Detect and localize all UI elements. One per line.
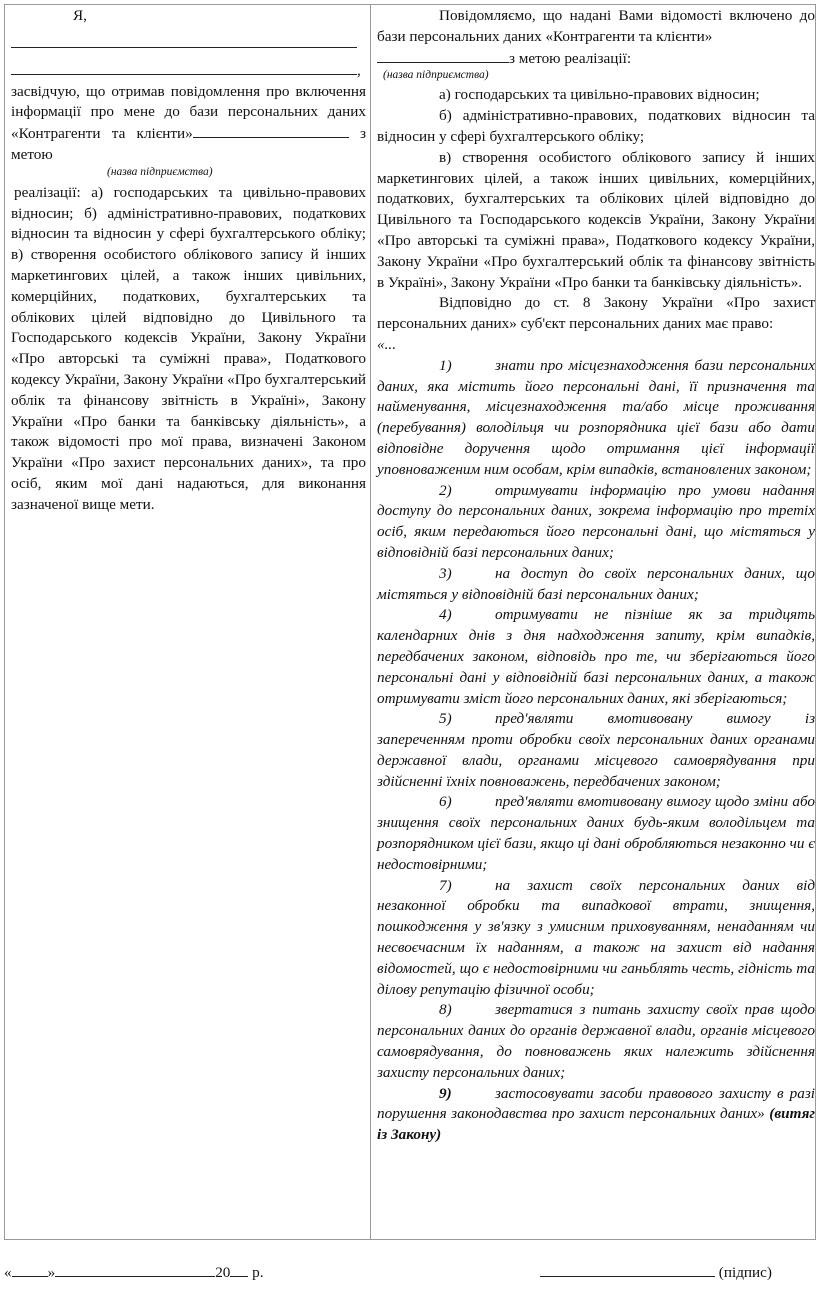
notice-column [377, 6, 815, 1146]
consent-text-rest: реалізації: а) господарських та цивільно-правових відносин; б) адміністративно-правових, податкових відносин та відносин у сфері бухгалтерського обліку; в) створення особистого облікового запису й інших маркетингових цілей, а також інших цивільних, комерційних, податкових, бухгалтерських та облікових цілей відповідно до Цивільного та Господарського кодексів України, Закону України «Про авторські та суміжні права», Податкового кодексу України, Закону України «Про бухгалтерський облік та фінансову звітність в Україні», Закону України «Про банки та банківську діяльність», а також відомості про мої права, визначені Законом України «Про захист персональних даних», та про осіб, яким мої дані надаються, для виконання зазначеної вище мети. [11, 183, 366, 513]
comma: , [357, 61, 361, 79]
purpose-word: з метою [11, 125, 366, 163]
purpose-a: а) господарських та цивільно-правових відносин; [439, 86, 760, 104]
name-blank-line[interactable] [11, 27, 357, 48]
name-blank-line-2[interactable] [11, 54, 357, 75]
law-extract-note: (витяг із Закону) [377, 1105, 815, 1144]
month-blank[interactable] [55, 1262, 215, 1277]
right-item: 1) знати про місцезнаходження бази персональних даних, яка містить його персональні дані, її призначення та найменування, місцезнаходження та/або місце проживання (перебування) володільця чи розпорядника цієї бази або дати відповідне доручення щодо отримання цієї інформації уповноваженим ним особам, крім випадків, встановлених законом; [377, 356, 815, 478]
consent-intro: засвідчую, що отримав повідомлення про включення інформації про мене до бази персональних даних «Контрагенти та клієнти» [11, 82, 366, 143]
day-blank[interactable] [12, 1262, 48, 1277]
signature-label: (підпис) [718, 1264, 772, 1281]
notice-intro-end: з метою реалізації: [509, 49, 632, 67]
company-name-note-right: (назва підприємства) [383, 69, 489, 82]
signature-blank[interactable] [540, 1262, 715, 1277]
notice-intro-line2 [377, 48, 815, 70]
right-item: 3) на доступ до своїх персональних даних, що містяться у відповідній базі персональних даних; [377, 564, 815, 603]
company-name-blank[interactable] [193, 123, 349, 138]
consent-column [11, 6, 366, 516]
right-item: 4) отримувати не пізніше як за тридцять календарних днів з дня надходження запиту, крім випадків, передбачених законом, відповідь про те, чи зберігаються його персональні дані у відповідній базі персональних даних, а також отримувати зміст його персональних даних, які зберігаються; [377, 606, 815, 707]
quote-open: «... [377, 335, 396, 353]
signature-footer [4, 1262, 816, 1284]
rights-intro: Відповідно до ст. 8 Закону України «Про захист персональних даних» суб'єкт персональних даних має право: [377, 294, 815, 333]
consent-text-start [11, 82, 366, 166]
right-item: 6) пред'являти вмотивовану вимогу щодо зміни або знищення своїх персональних даних будь-яким володільцем та розпорядником цієї бази, якщо ці дані обробляються незаконно чи є недостовірними; [377, 793, 815, 873]
right-item-9: 9) застосовувати засоби правового захисту в разі порушення законодавства про захист персональних даних» (витяг із Закону) [377, 1084, 815, 1144]
date-field: « » 20 р. [4, 1264, 264, 1281]
year-blank[interactable] [230, 1262, 248, 1277]
purpose-b: б) адміністративно-правових, податкових відносин та відносин у сфері бухгалтерського обліку; [377, 107, 815, 145]
column-divider [370, 4, 371, 1240]
greeting: Я, [73, 7, 87, 24]
right-item: 8) звертатися з питань захисту своїх прав щодо персональних даних до органів державної влади, органів місцевого самоврядування, до повноважень яких належить здійснення захисту персональних даних; [377, 1001, 815, 1081]
right-item: 2) отримувати інформацію про умови надання доступу до персональних даних, зокрема інформацію про третіх осіб, яким передаються його персональні дані, що містяться у відповідній базі персональних даних; [377, 481, 815, 561]
company-name-blank-right[interactable] [377, 48, 509, 63]
company-name-note: (назва підприємства) [107, 165, 213, 178]
notice-intro: Повідомляємо, що надані Вами відомості включено до бази персональних даних «Контрагенти та клієнти» [377, 7, 815, 45]
purpose-c: в) створення особистого облікового запису й інших маркетингових цілей, а також інших цивільних, комерційних, податкових, бухгалтерських та облікових цілей відповідно до Цивільного та Господарського кодексів України, Закону України «Про авторські та суміжні права», Податкового кодексу України, Закону України «Про бухгалтерський облік та фінансову звітність в Україні», Закону України «Про банки та банківську діяльність». [377, 148, 815, 291]
right-item: 7) на захист своїх персональних даних від незаконної обробки та випадкової втрати, знищення, пошкодження у зв'язку з умисним приховуванням, ненаданням чи несвоєчасним їх наданням, а також на захист від надання відомостей, що є недостовірними чи ганьблять честь, гідність та ділову репутацію фізичної особи; [377, 876, 815, 998]
right-item: 5) пред'являти вмотивовану вимогу із запереченням проти обробки своїх персональних даних органами державної влади, органами місцевого самоврядування при здійсненні їхніх повноважень, передбачених законом; [377, 710, 815, 790]
signature-field [540, 1262, 772, 1283]
